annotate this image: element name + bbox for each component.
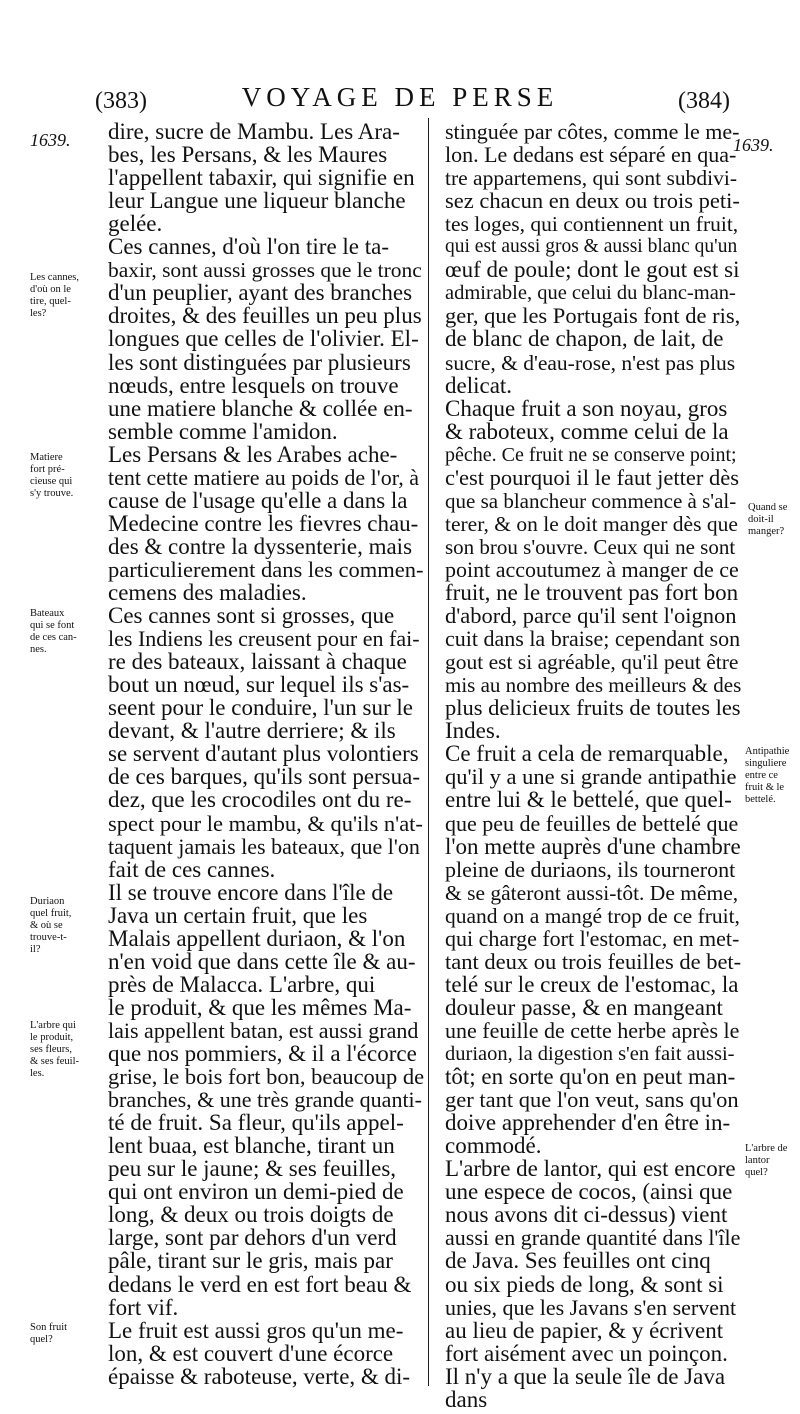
- text-line: commodé.: [445, 1133, 542, 1159]
- text-line: dire, sucre de Mambu. Les Ara-: [108, 119, 400, 144]
- text-line: long, & deux ou trois doigts de: [108, 1202, 394, 1228]
- text-line: Java un certain fruit, que les: [108, 902, 368, 928]
- text-line: leur Langue une liqueur blanche: [108, 188, 406, 214]
- text-line: bout un nœud, sur lequel ils s'as-: [108, 672, 410, 698]
- text-line: dans: [445, 1386, 488, 1412]
- text-line: grise, le bois fort bon, beaucoup de: [108, 1064, 425, 1090]
- text-line: nœuds, entre lesquels on trouve: [108, 372, 399, 398]
- text-line: particulierement dans les commen-: [108, 556, 424, 582]
- margin-note-left: Bateaux qui se font de ces can- nes.: [30, 608, 77, 655]
- text-line: les Indiens les creusent pour en fai-: [108, 626, 420, 652]
- text-line: près de Malacca. L'arbre, qui: [108, 971, 376, 997]
- text-line: large, sont par dehors d'un verd: [108, 1225, 397, 1251]
- text-line: que nos pommiers, & il a l'écorce: [108, 1041, 417, 1066]
- text-line: épaisse & raboteuse, verte, & di-: [108, 1363, 411, 1389]
- text-line: l'on mette auprès d'une chambre: [445, 833, 741, 859]
- year-right: 1639.: [733, 135, 774, 155]
- text-line: mis au nombre des meilleurs & des: [445, 673, 742, 698]
- text-line: qui charge fort l'estomac, en met-: [445, 925, 740, 951]
- margin-note-right: Quand se doit-il manger?: [748, 502, 788, 537]
- text-line: gout est si agréable, qu'il peut être: [445, 650, 739, 675]
- text-line: L'arbre de lantor, qui est encore: [445, 1156, 736, 1182]
- text-line: branches, & une très grande quanti-: [108, 1087, 422, 1113]
- text-line: c'est pourquoi il le faut jetter dès: [445, 464, 739, 490]
- margin-note-left: Duriaon quel fruit, & où se trouve-t- il?: [30, 896, 72, 955]
- text-line: devant, & l'autre derriere; & ils: [108, 718, 396, 744]
- text-line: ger tant que l'on veut, sans qu'on: [445, 1087, 739, 1113]
- running-title: VOYAGE DE PERSE: [241, 82, 559, 112]
- text-line: unies, que les Javans s'en servent: [445, 1294, 737, 1320]
- text-line: lais appellent batan, est aussi grand: [108, 1017, 419, 1043]
- text-line: Ces cannes sont si grosses, que: [108, 603, 395, 629]
- text-line: plus delicieux fruits de toutes les: [445, 695, 741, 721]
- text-line: taquent jamais les bateaux, que l'on: [108, 833, 420, 859]
- text-line: Chaque fruit a son noyau, gros: [445, 395, 728, 421]
- margin-note-right: Antipathie singuliere entre ce fruit & le bettelé.: [745, 746, 790, 805]
- page-number-right: (384): [678, 88, 730, 114]
- text-line: œuf de poule; dont le gout est si: [445, 257, 740, 283]
- text-line: Le fruit est aussi gros qu'un me-: [108, 1317, 404, 1343]
- text-line: tant deux ou trois feuilles de bet-: [445, 948, 742, 974]
- text-line: & raboteux, comme celui de la: [445, 418, 729, 444]
- text-line: une feuille de cette herbe après le: [445, 1017, 740, 1043]
- text-line: qui est aussi gros & aussi blanc qu'un: [445, 236, 738, 258]
- text-line: son brou s'ouvre. Ceux qui ne sont: [445, 534, 736, 559]
- text-line: lon, & est couvert d'une écorce: [108, 1340, 394, 1366]
- text-line: longues que celles de l'olivier. El-: [108, 326, 419, 352]
- text-line: fait de ces cannes.: [108, 856, 276, 882]
- text-line: telé sur le creux de l'estomac, la: [445, 971, 739, 997]
- text-line: point accoutumez à manger de ce: [445, 556, 739, 582]
- text-line: semble comme l'amidon.: [108, 418, 338, 444]
- text-line: admirable, que celui du blanc-man-: [445, 282, 736, 305]
- text-line: gelée.: [108, 211, 163, 237]
- text-line: Ce fruit a cela de remarquable,: [445, 741, 729, 767]
- text-line: de blanc de chapon, de lait, de: [445, 326, 724, 352]
- text-line: duriaon, la digestion s'en fait aussi-: [445, 1043, 735, 1065]
- text-line: sez chacun en deux ou trois peti-: [445, 188, 740, 214]
- text-line: tôt; en sorte qu'on en peut man-: [445, 1064, 736, 1090]
- text-line: de ces barques, qu'ils sont persua-: [108, 764, 421, 790]
- text-line: cause de l'usage qu'elle a dans la: [108, 487, 408, 513]
- text-line: delicat.: [445, 372, 513, 398]
- text-line: Indes.: [445, 718, 501, 744]
- text-line: se servent d'autant plus volontiers: [108, 741, 419, 767]
- text-line: bes, les Persans, & les Maures: [108, 142, 388, 168]
- text-line: les sont distinguées par plusieurs: [108, 349, 411, 375]
- text-line: que peu de feuilles de bettelé que: [445, 810, 739, 836]
- running-header: [0, 82, 800, 118]
- text-line: re des bateaux, laissant à chaque: [108, 649, 407, 675]
- text-line: des & contre la dyssenterie, mais: [108, 533, 413, 559]
- text-line: seent pour le conduire, l'un sur le: [108, 695, 413, 721]
- text-line: Malais appellent duriaon, & l'on: [108, 925, 406, 951]
- text-line: Ces cannes, d'où l'on tire le ta-: [108, 234, 390, 260]
- text-line: le produit, & que les mêmes Ma-: [108, 994, 412, 1020]
- text-line: douleur passe, & en mangeant: [445, 994, 723, 1020]
- text-line: sucre, & d'eau-rose, n'est pas plus: [445, 350, 736, 375]
- text-line: pleine de duriaons, ils tourneront: [445, 856, 736, 882]
- text-line: fort vif.: [108, 1294, 179, 1320]
- text-line: fruit, ne le trouvent pas fort bon: [445, 580, 739, 605]
- text-line: droites, & des feuilles un peu plus: [108, 303, 422, 329]
- text-line: fort aisément avec un poinçon.: [445, 1340, 728, 1366]
- text-line: & se gâteront aussi-tôt. De même,: [445, 880, 739, 905]
- text-line: tent cette matiere au poids de l'or, à: [108, 464, 419, 490]
- text-line: une espece de cocos, (ainsi que: [445, 1179, 733, 1205]
- text-line: peu sur le jaune; & ses feuilles,: [108, 1156, 397, 1182]
- text-line: une matiere blanche & collée en-: [108, 395, 413, 421]
- text-line: de Java. Ses feuilles ont cinq: [445, 1248, 711, 1274]
- text-line: Il se trouve encore dans l'île de: [108, 879, 394, 905]
- text-line: stinguée par côtes, comme le me-: [445, 119, 740, 144]
- text-line: Il n'y a que la seule île de Java: [445, 1363, 726, 1389]
- text-line: d'abord, parce qu'il sent l'oignon: [445, 603, 737, 629]
- text-line: n'en void que dans cette île & au-: [108, 948, 416, 974]
- text-line: nous avons dit ci-dessus) vient: [445, 1202, 728, 1228]
- text-line: que sa blancheur commence à s'al-: [445, 488, 737, 513]
- margin-note-left: L'arbre qui le produit, ses fleurs, & ses feuil- les.: [30, 1020, 79, 1079]
- text-line: dez, que les crocodiles ont du re-: [108, 787, 412, 813]
- margin-note-left: Son fruit quel?: [30, 1322, 68, 1345]
- margin-note-left: Matiere fort pré- cieuse qui s'y trouve.: [30, 452, 74, 499]
- text-line: terer, & on le doit manger dès que: [445, 511, 738, 536]
- text-line: Medecine contre les fievres chau-: [108, 510, 419, 536]
- text-line: pâle, tirant sur le gris, mais par: [108, 1248, 393, 1274]
- text-line: pêche. Ce fruit ne se conserve point;: [445, 443, 737, 466]
- text-line: lon. Le dedans est séparé en qua-: [445, 142, 737, 168]
- text-line: qu'il y a une si grande antipathie: [445, 764, 737, 790]
- margin-note-right: L'arbre de lantor quel?: [745, 1143, 788, 1178]
- text-line: Les Persans & les Arabes ache-: [108, 441, 398, 467]
- text-line: entre lui & le bettelé, que quel-: [445, 787, 732, 813]
- year-left: 1639.: [30, 130, 71, 150]
- text-line: tre appartemens, qui sont subdivi-: [445, 166, 737, 191]
- text-line: spect pour le mambu, & qu'ils n'at-: [108, 810, 423, 836]
- column-divider: [428, 118, 429, 1386]
- text-line: ou six pieds de long, & sont si: [445, 1271, 724, 1297]
- text-line: cuit dans la braise; cependant son: [445, 626, 741, 652]
- text-line: au lieu de papier, & y écrivent: [445, 1317, 724, 1343]
- text-line: quand on a mangé trop de ce fruit,: [445, 903, 740, 928]
- text-line: tes loges, qui contiennent un fruit,: [445, 212, 739, 237]
- text-line: cemens des maladies.: [108, 580, 307, 605]
- text-line: lent buaa, est blanche, tirant un: [108, 1133, 395, 1159]
- text-line: aussi en grande quantité dans l'île: [445, 1225, 741, 1251]
- text-line: doive apprehender d'en être in-: [445, 1110, 731, 1136]
- text-line: baxir, sont aussi grosses que le tronc: [108, 258, 422, 283]
- text-line: dedans le verd en est fort beau &: [108, 1271, 412, 1297]
- page-number-left: (383): [95, 88, 147, 114]
- text-line: d'un peuplier, ayant des branches: [108, 280, 413, 306]
- text-line: ger, que les Portugais font de ris,: [445, 303, 741, 329]
- text-line: té de fruit. Sa fleur, qu'ils appel-: [108, 1110, 404, 1136]
- text-line: qui ont environ un demi-pied de: [108, 1179, 404, 1205]
- margin-note-left: Les cannes, d'où on le tire, quel- les?: [30, 272, 79, 319]
- text-line: l'appellent tabaxir, qui signifie en: [108, 165, 415, 191]
